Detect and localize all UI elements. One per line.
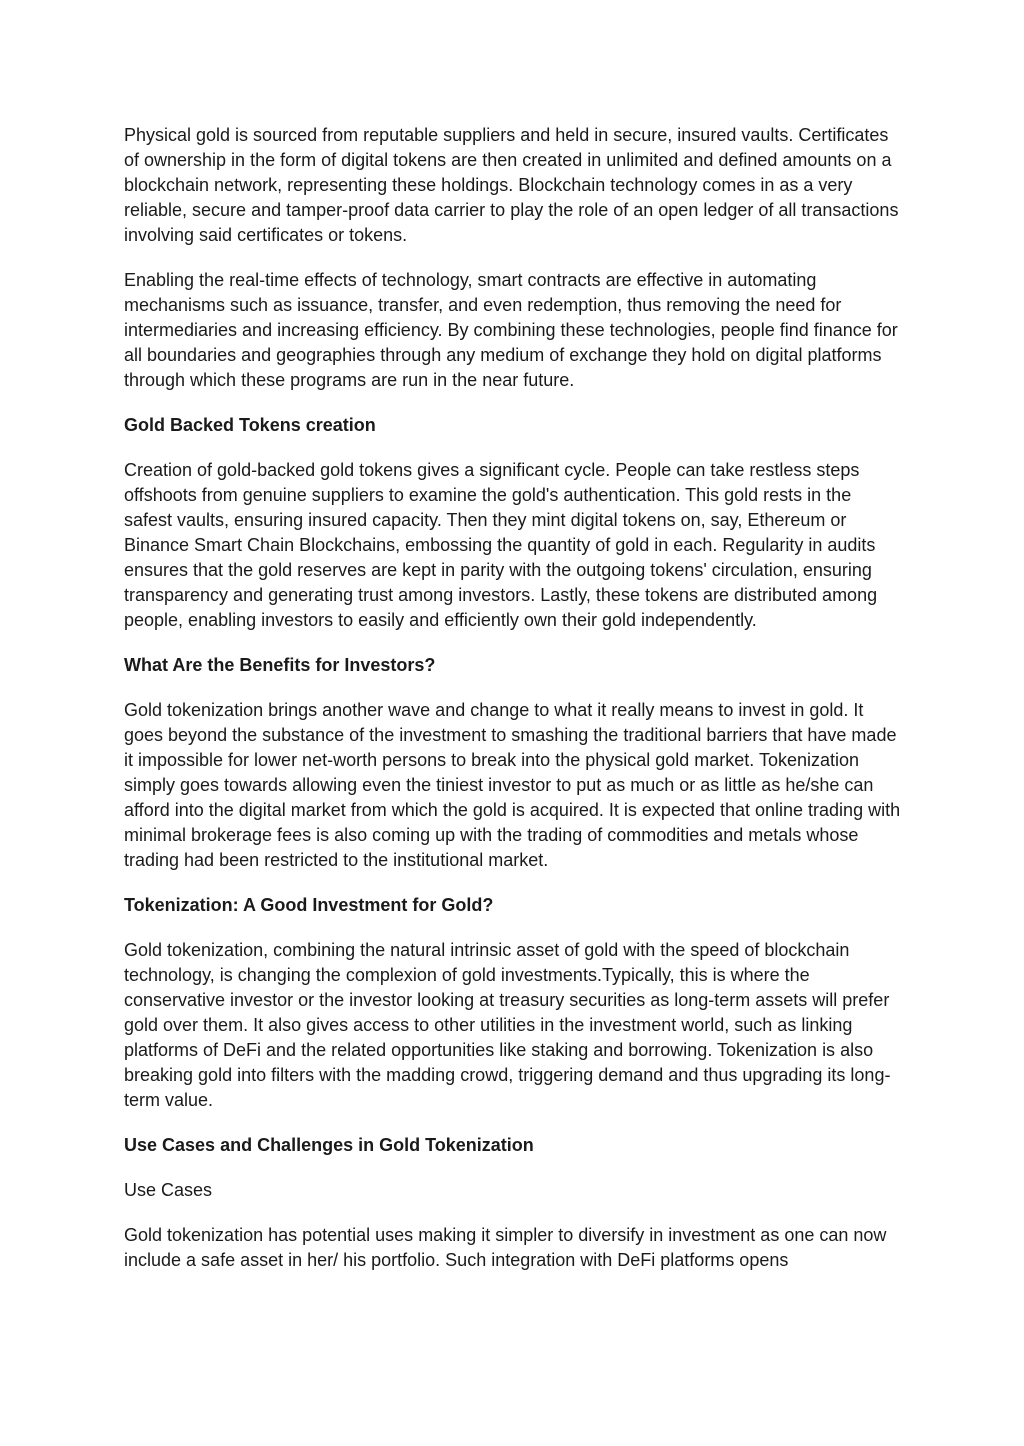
- heading-gold-backed-tokens: Gold Backed Tokens creation: [124, 415, 376, 435]
- heading-investor-benefits: What Are the Benefits for Investors?: [124, 655, 436, 675]
- heading-good-investment: Tokenization: A Good Investment for Gold?: [124, 895, 494, 915]
- paragraph-good-investment: Gold tokenization, combining the natural intrinsic asset of gold with the speed of blockchain technology, is changing the complexion of gold investments.Typically, this is where the conservative investor or the investor looking at treasury securities as long-term assets will prefer gold over them. It also gives access to other utilities in the investment world, such as linking platforms of DeFi and the related opportunities like staking and borrowing. Tokenization is also breaking gold into filters with the madding crowd, triggering demand and thus upgrading its long-term value.: [124, 940, 891, 1110]
- subheading-use-cases: Use Cases: [124, 1180, 213, 1200]
- document-page: [124, 123, 904, 1293]
- paragraph-token-creation: Creation of gold-backed gold tokens gives a significant cycle. People can take restless steps offshoots from genuine suppliers to examine the gold's authentication. This gold rests in the safest vaults, ensuring insured capacity. Then they mint digital tokens on, say, Ethereum or Binance Smart Chain Blockchains, embossing the quantity of gold in each. Regularity in audits ensures that the gold reserves are kept in parity with the outgoing tokens' circulation, ensuring transparency and generating trust among investors. Lastly, these tokens are distributed among people, enabling investors to easily and efficiently own their gold independently.: [124, 460, 878, 630]
- paragraph-benefits: Gold tokenization brings another wave and change to what it really means to invest in gold. It goes beyond the substance of the investment to smashing the traditional barriers that have made it impossible for lower net-worth persons to break into the physical gold market. Tokenization simply goes towards allowing even the tiniest investor to put as much or as little as he/she can afford into the digital market from which the gold is acquired. It is expected that online trading with minimal brokerage fees is also coming up with the trading of commodities and metals whose trading had been restricted to the institutional market.: [124, 700, 901, 870]
- paragraph-intro: Physical gold is sourced from reputable suppliers and held in secure, insured vaults. Certificates of ownership in the form of digital tokens are then created in unlimited and defined amounts on a blockchain network, representing these holdings. Blockchain technology comes in as a very reliable, secure and tamper-proof data carrier to play the role of an open ledger of all transactions involving said certificates or tokens.: [124, 125, 899, 245]
- heading-use-cases-challenges: Use Cases and Challenges in Gold Tokenization: [124, 1135, 534, 1155]
- paragraph-smart-contracts: Enabling the real-time effects of technology, smart contracts are effective in automating mechanisms such as issuance, transfer, and even redemption, thus removing the need for intermediaries and increasing efficiency. By combining these technologies, people find finance for all boundaries and geographies through any medium of exchange they hold on digital platforms through which these programs are run in the near future.: [124, 270, 898, 390]
- paragraph-use-cases: Gold tokenization has potential uses making it simpler to diversify in investment as one can now include a safe asset in her/ his portfolio. Such integration with DeFi platforms opens: [124, 1225, 887, 1270]
